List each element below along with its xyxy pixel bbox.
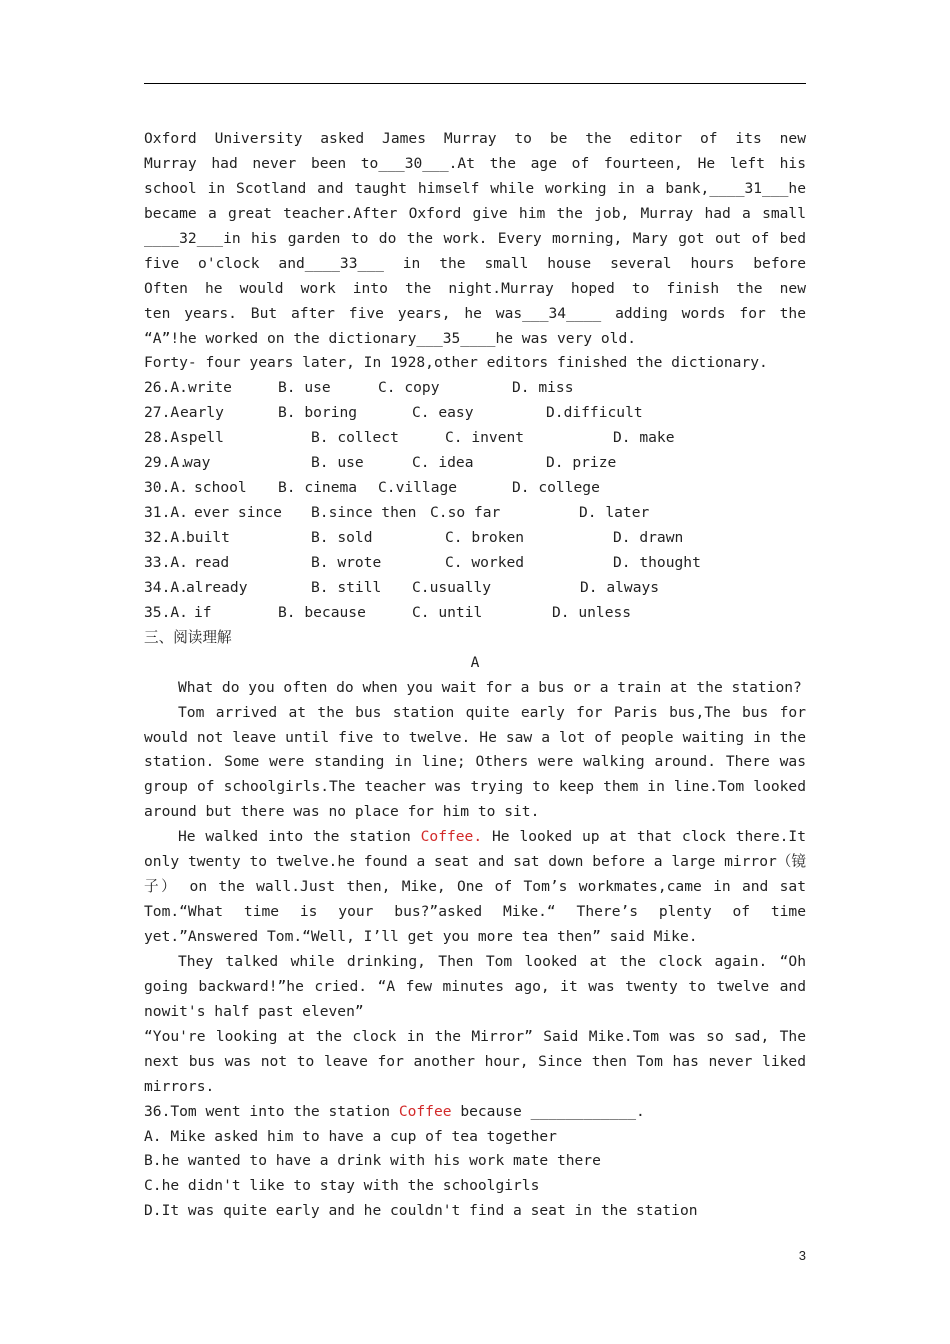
option-a: read [194, 553, 230, 571]
passage-line: “You're looking at the clock in the Mirror” Said Mike.Tom was so sad, The [144, 1027, 806, 1045]
question-number: 26.A. [144, 379, 188, 397]
passage-line: school in Scotland and taught himself while working in a bank,____31___he [144, 179, 806, 197]
option-c: C.usually [412, 578, 492, 596]
option-b: B. sold [311, 529, 373, 546]
option-a: school [194, 479, 247, 497]
question-number: 34.A. [144, 578, 188, 596]
option-c: C. invent [445, 429, 525, 447]
passage-line: going backward!”he cried. “A few minutes ago, it was twenty to twelve and [144, 977, 806, 995]
option-b: B. wrote [311, 553, 382, 571]
option-b: B. boring [278, 404, 358, 422]
question-number: 27.A [144, 404, 180, 422]
passage-line: only twenty to twelve.he found a seat and sat down before a large mirror（镜 [144, 853, 806, 871]
question-row [144, 401, 806, 426]
option-b: B. use [278, 379, 331, 397]
text-segment: He looked up at that clock there.It [492, 828, 806, 846]
option-c: C. broken [445, 529, 525, 546]
option-d: D.difficult [546, 404, 643, 422]
answer-option: A. Mike asked him to have a cup of tea together [144, 1127, 557, 1145]
passage-line: next bus was not to leave for another hour, Since then Tom has never liked [144, 1052, 806, 1070]
option-d: D. unless [552, 603, 632, 621]
cloze-questions [144, 376, 806, 625]
question-number: 30.A. [144, 479, 188, 497]
header-rule [144, 83, 806, 84]
passage-line: station. Some were standing in line; Others were walking around. There was [144, 753, 806, 771]
option-c: C.village [378, 479, 458, 497]
reading-passage [144, 676, 806, 1100]
passage-line: yet.”Answered Tom.“Well, I’ll get you more tea then” said Mike. [144, 928, 698, 945]
option-d: D. drawn [613, 529, 684, 546]
option-a: built [186, 529, 230, 546]
question-number: 33.A. [144, 553, 188, 571]
question-row [144, 501, 806, 526]
option-d: D. make [613, 429, 675, 447]
passage-line: five o'clock and____33___ in the small house several hours before [144, 254, 806, 272]
question-number: 32.A. [144, 529, 188, 546]
option-a: if [194, 603, 212, 621]
option-d: D. always [580, 578, 660, 596]
question-number: 29.A. [144, 454, 188, 472]
passage-line: Tom.“What time is your bus?”asked Mike.“ There’s plenty of time [144, 903, 806, 921]
option-a: write [188, 379, 232, 397]
option-c: C. idea [412, 454, 474, 472]
option-a: spell [180, 429, 224, 447]
answer-option: B.he wanted to have a drink with his work mate there [144, 1152, 601, 1170]
text-segment: He walked into the station [178, 828, 421, 846]
option-a: early [180, 404, 224, 422]
option-a: already [186, 578, 248, 596]
cloze-passage [144, 127, 806, 376]
passage-line: Oxford University asked James Murray to be the editor of its new [144, 130, 806, 147]
passage-line: Murray had never been to___30___.At the age of fourteen, He left his [144, 154, 806, 172]
question-36 [144, 1100, 806, 1225]
question-row [144, 476, 806, 501]
question-stem [144, 1100, 806, 1125]
passage-line: would not leave until five to twelve. He saw a lot of people waiting in the [144, 728, 806, 746]
answer-option: C.he didn't like to stay with the schoolgirls [144, 1177, 540, 1195]
option-c: C. worked [445, 553, 525, 571]
option-c: C. copy [378, 379, 440, 397]
question-row [144, 426, 806, 451]
passage-title: A [470, 653, 480, 671]
passage-line: Often he would work into the night.Murray hoped to finish the new [144, 279, 806, 297]
option-d: D. thought [613, 553, 701, 571]
option-b: B. because [278, 603, 366, 621]
question-row [144, 526, 806, 551]
passage-line: group of schoolgirls.The teacher was trying to keep them in line.Tom looked [144, 778, 806, 796]
passage-line: ten years. But after five years, he was___34____ adding words for the [144, 304, 806, 322]
option-b: B.since then [311, 504, 417, 522]
passage-line: 子） on the wall.Just then, Mike, One of Tom’s workmates,came in and sat [144, 878, 806, 896]
option-b: B. cinema [278, 479, 358, 497]
passage-line: ____32___in his garden to do the work. Every morning, Mary got out of bed [144, 229, 806, 247]
option-d: D. prize [546, 454, 617, 472]
passage-line: Forty- four years later, In 1928,other editors finished the dictionary. [144, 354, 768, 372]
option-b: B. still [311, 578, 382, 596]
question-row [144, 576, 806, 601]
page-number: 3 [798, 1248, 806, 1263]
highlighted-word: Coffee [398, 1102, 452, 1120]
option-a: way [184, 454, 211, 472]
question-number: 31.A. [144, 504, 188, 522]
question-row [144, 376, 806, 401]
passage-line: mirrors. [144, 1077, 215, 1095]
passage-line: became a great teacher.After Oxford give him the job, Murray had a small [144, 204, 806, 222]
option-c: C.so far [430, 504, 501, 522]
option-a: ever since [194, 504, 282, 522]
option-d: D. later [579, 504, 650, 522]
option-b: B. use [311, 454, 364, 472]
passage-line: “A”!he worked on the dictionary___35____he was very old. [144, 329, 637, 347]
highlighted-word: Coffee. [420, 828, 483, 846]
question-row [144, 451, 806, 476]
answer-option: D.It was quite early and he couldn't find a seat in the station [144, 1202, 698, 1220]
passage-line: nowit's half past eleven” [144, 1002, 364, 1020]
document-page [144, 127, 806, 1224]
section-heading: 三、阅读理解 [144, 628, 232, 646]
option-d: D. college [512, 479, 600, 497]
question-row [144, 601, 806, 626]
option-b: B. collect [311, 429, 399, 447]
passage-line: around but there was no place for him to sit. [144, 803, 540, 821]
passage-intro: What do you often do when you wait for a bus or a train at the station? [178, 678, 802, 696]
option-c: C. easy [412, 404, 474, 422]
option-d: D. miss [512, 379, 574, 397]
question-number: 35.A. [144, 603, 188, 621]
text-segment: 36.Tom went into the station [144, 1102, 399, 1120]
question-row [144, 551, 806, 576]
passage-line: They talked while drinking, Then Tom looked at the clock again. “Oh [178, 952, 806, 970]
text-segment: because ____________. [451, 1102, 645, 1120]
question-number: 28.A [144, 429, 180, 447]
option-c: C. until [412, 603, 483, 621]
passage-line [144, 825, 806, 850]
passage-line: Tom arrived at the bus station quite early for Paris bus,The bus for [178, 703, 806, 721]
